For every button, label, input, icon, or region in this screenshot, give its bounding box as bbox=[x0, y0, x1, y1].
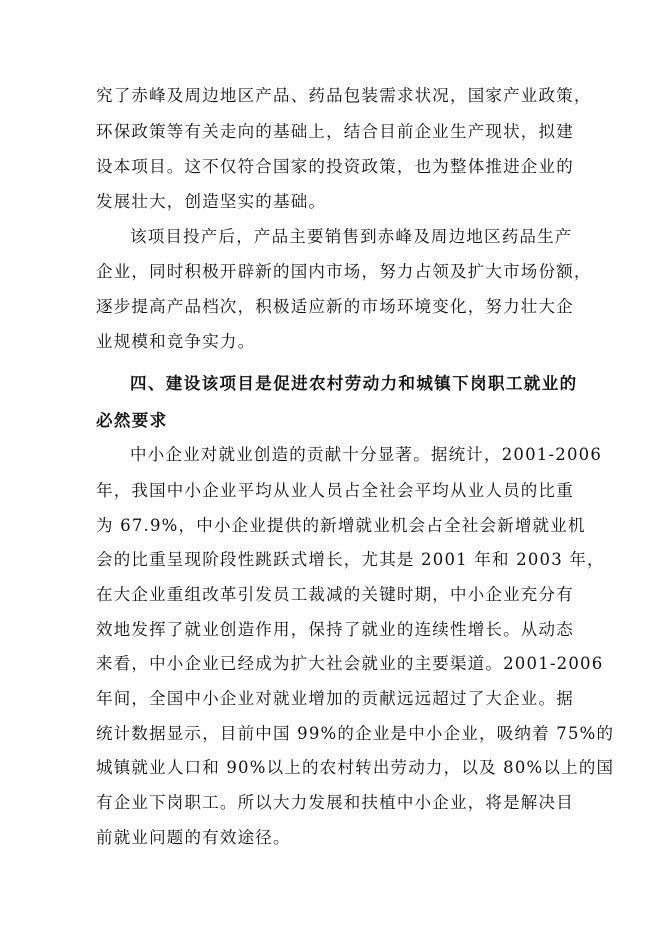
paragraph-3-line-6: 效地发挥了就业创造作用，保持了就业的连续性增长。从动态 bbox=[96, 620, 574, 639]
paragraph-1-line-1: 究了赤峰及周边地区产品、药品包装需求状况，国家产业政策， bbox=[96, 86, 592, 105]
paragraph-1-line-2: 环保政策等有关走向的基础上，结合目前企业生产现状，拟建 bbox=[96, 122, 574, 141]
paragraph-2-line-3: 逐步提高产品档次，积极适应新的市场环境变化，努力壮大企 bbox=[96, 297, 574, 316]
paragraph-3-line-7: 来看，中小企业已经成为扩大社会就业的主要渠道。2001-2006 bbox=[96, 654, 604, 673]
paragraph-3-line-12: 前就业问题的有效途径。 bbox=[96, 828, 291, 847]
paragraph-2-line-4: 业规模和竞争实力。 bbox=[96, 332, 256, 351]
paragraph-1-line-3: 设本项目。这不仅符合国家的投资政策，也为整体推进企业的 bbox=[96, 157, 574, 176]
paragraph-3-line-3: 为 67.9%，中小企业提供的新增就业机会占全社会新增就业机 bbox=[96, 516, 586, 535]
paragraph-3-line-2: 年，我国中小企业平均从业人员占全社会平均从业人员的比重 bbox=[96, 481, 574, 500]
paragraph-3-line-10: 城镇就业人口和 90%以上的农村转出劳动力，以及 80%以上的国 bbox=[96, 758, 615, 777]
paragraph-3-line-1: 中小企业对就业创造的贡献十分显著。据统计，2001-2006 bbox=[130, 445, 603, 464]
paragraph-3-line-9: 统计数据显示，目前中国 99%的企业是中小企业，吸纳着 75%的 bbox=[96, 724, 615, 743]
section-heading-line-2: 必然要求 bbox=[96, 411, 168, 430]
section-heading-line-1: 四、建设该项目是促进农村劳动力和城镇下岗职工就业的 bbox=[130, 374, 578, 393]
paragraph-3-line-4: 会的比重呈现阶段性跳跃式增长，尤其是 2001 年和 2003 年， bbox=[96, 550, 605, 569]
paragraph-1-line-4: 发展壮大，创造坚实的基础。 bbox=[96, 192, 327, 211]
paragraph-3-line-11: 有企业下岗职工。所以大力发展和扶植中小企业，将是解决目 bbox=[96, 793, 574, 812]
paragraph-3-line-8: 年间，全国中小企业对就业增加的贡献远远超过了大企业。据 bbox=[96, 689, 574, 708]
paragraph-3-line-5: 在大企业重组改革引发员工裁减的关键时期，中小企业充分有 bbox=[96, 585, 574, 604]
paragraph-2-line-2: 企业，同时积极开辟新的国内市场，努力占领及扩大市场份额， bbox=[96, 262, 592, 281]
paragraph-2-line-1: 该项目投产后，产品主要销售到赤峰及周边地区药品生产 bbox=[130, 227, 573, 246]
